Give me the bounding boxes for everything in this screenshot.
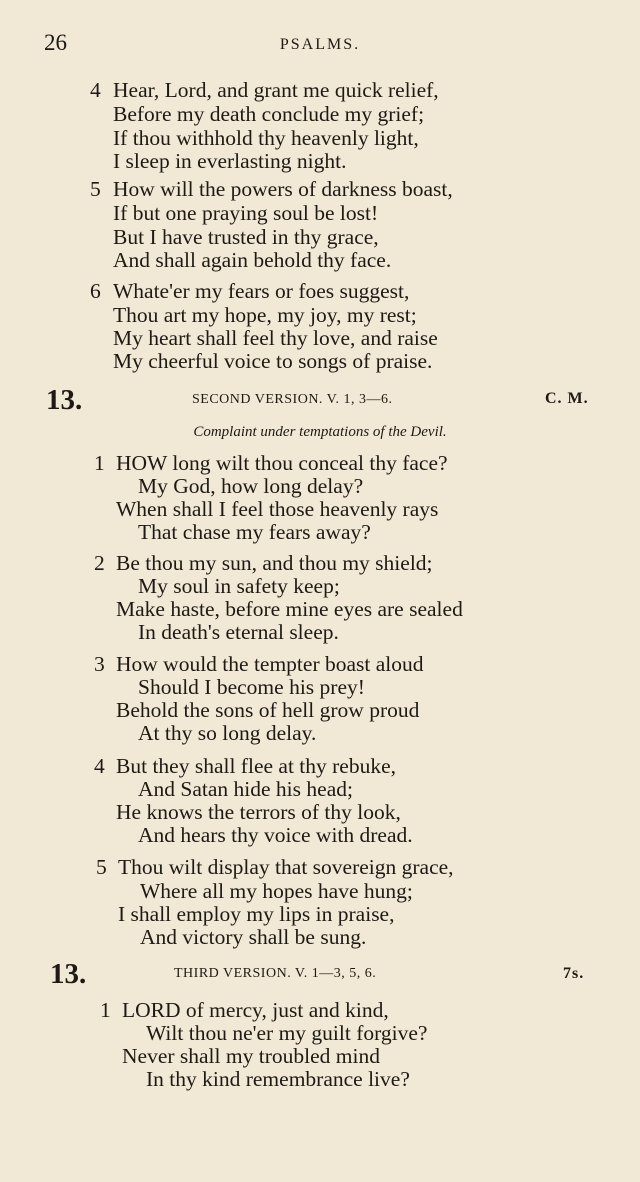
verse-line: My heart shall feel thy love, and raise — [113, 326, 438, 350]
psalm-number: 13. — [46, 384, 83, 416]
verse-line: If but one praying soul be lost! — [113, 201, 379, 225]
verse-line: But I have trusted in thy grace, — [113, 225, 379, 249]
verse-line: But they shall flee at thy rebuke, — [116, 754, 397, 778]
stanza-number: 4 — [90, 78, 101, 102]
stanza-number: 1 — [100, 998, 111, 1022]
verse-line: When shall I feel those heavenly rays — [116, 497, 439, 521]
verse-line: How would the tempter boast aloud — [116, 652, 424, 676]
meter-label: 7s. — [563, 965, 585, 982]
verse-line: My God, how long delay? — [138, 474, 364, 498]
verse-line: Where all my hopes have hung; — [140, 879, 413, 903]
verse-line: Make haste, before mine eyes are sealed — [116, 597, 463, 621]
stanza-number: 4 — [94, 754, 105, 778]
page-number: 26 — [44, 30, 67, 55]
verse-line: Hear, Lord, and grant me quick relief, — [113, 78, 439, 102]
verse-line: Thou art my hope, my joy, my rest; — [113, 303, 417, 327]
running-title: PSALMS. — [279, 36, 361, 53]
verse-line: Should I become his prey! — [138, 675, 365, 699]
psalm-number: 13. — [50, 958, 87, 990]
verse-line: My soul in safety keep; — [138, 574, 340, 598]
stanza-number: 6 — [90, 279, 101, 303]
verse-line: I sleep in everlasting night. — [113, 149, 347, 173]
verse-line: And victory shall be sung. — [140, 925, 367, 949]
verse-line: And hears thy voice with dread. — [138, 823, 413, 847]
verse-line: If thou withhold thy heavenly light, — [113, 126, 419, 150]
version-heading: THIRD VERSION. V. 1—3, 5, 6. — [174, 966, 377, 981]
verse-line: In death's eternal sleep. — [138, 620, 339, 644]
verse-line: Thou wilt display that sovereign grace, — [118, 855, 454, 879]
psalm-subtitle: Complaint under temptations of the Devil. — [193, 424, 447, 440]
stanza-number: 5 — [96, 855, 107, 879]
stanza-number: 1 — [94, 451, 105, 475]
verse-line: Whate'er my fears or foes suggest, — [113, 279, 410, 303]
verse-line: That chase my fears away? — [138, 520, 371, 544]
verse-line: LORD of mercy, just and kind, — [122, 998, 389, 1022]
verse-line: At thy so long delay. — [138, 721, 317, 745]
stanza-number: 2 — [94, 551, 105, 575]
verse-line: HOW long wilt thou conceal thy face? — [116, 451, 448, 475]
meter-label: C. M. — [545, 390, 589, 407]
stanza-number: 3 — [94, 652, 105, 676]
verse-line: Never shall my troubled mind — [122, 1044, 380, 1068]
verse-line: He knows the terrors of thy look, — [116, 800, 401, 824]
verse-line: Wilt thou ne'er my guilt forgive? — [146, 1021, 428, 1045]
verse-line: Behold the sons of hell grow proud — [116, 698, 420, 722]
verse-line: I shall employ my lips in praise, — [118, 902, 395, 926]
verse-line: My cheerful voice to songs of praise. — [113, 349, 433, 373]
verse-line: Before my death conclude my grief; — [113, 102, 425, 126]
verse-line: How will the powers of darkness boast, — [113, 177, 453, 201]
stanza-number: 5 — [90, 177, 101, 201]
verse-line: In thy kind remembrance live? — [146, 1067, 410, 1091]
verse-line: And Satan hide his head; — [138, 777, 353, 801]
verse-line: And shall again behold thy face. — [113, 248, 392, 272]
verse-line: Be thou my sun, and thou my shield; — [116, 551, 433, 575]
version-heading: SECOND VERSION. V. 1, 3—6. — [192, 392, 393, 407]
